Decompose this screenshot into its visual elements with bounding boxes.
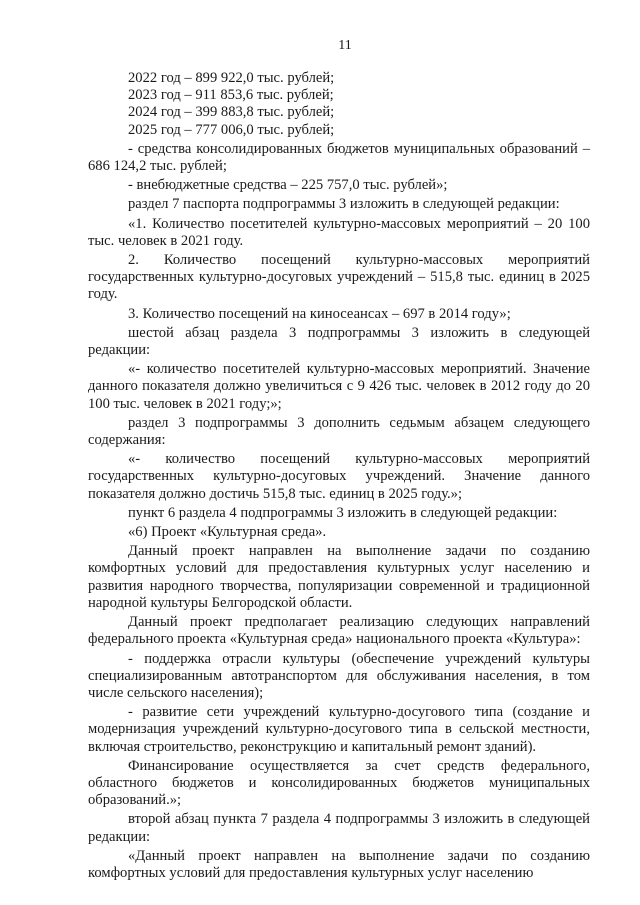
section3-paragraph6-instruction: шестой абзац раздела 3 подпрограммы 3 изложить в следующей редакции: xyxy=(88,324,590,359)
financing-paragraph: Финансирование осуществляется за счет средств федерального, областного бюджетов и консолидированных бюджетов муниципальных образований.»; xyxy=(88,757,590,809)
budget-line-2024: 2024 год – 399 883,8 тыс. рублей; xyxy=(128,104,335,121)
project-directions-paragraph: Данный проект предполагает реализацию следующих направлений федерального проекта «Культурная среда» национального проекта «Культура»: xyxy=(88,614,590,648)
page-number: 11 xyxy=(338,38,352,53)
visits-indicator-text: «- количество посещений культурно-массовых мероприятий государственных культурно-досуговых учреждений. Значение данного показателя должно достичь 515,8 тыс. единиц в 2025 году.»; xyxy=(88,451,590,502)
budget-line-2025: 2025 год – 777 006,0 тыс. рублей; xyxy=(128,121,335,138)
document-body xyxy=(88,70,590,882)
budget-line-2023: 2023 год – 911 853,6 тыс. рублей; xyxy=(128,87,334,104)
extrabudgetary-paragraph: - внебюджетные средства – 225 757,0 тыс. рублей»; xyxy=(128,177,448,194)
item7-instruction: второй абзац пункта 7 раздела 4 подпрограммы 3 изложить в следующей редакции: xyxy=(88,811,590,845)
direction-support: - поддержка отрасли культуры (обеспечение учреждений культуры специализированным автотранспортом для обслуживания населения, в том числе сельского населения); xyxy=(88,650,590,701)
section3-addition-instruction: раздел 3 подпрограммы 3 дополнить седьмым абзацем следующего содержания: xyxy=(88,414,590,449)
indicator-2: 2. Количество посещений культурно-массовых мероприятий государственных культурно-досуговых учреждений – 515,8 тыс. единиц в 2025 году. xyxy=(88,252,590,303)
budget-line-2022: 2022 год – 899 922,0 тыс. рублей; xyxy=(128,70,335,86)
direction-development: - развитие сети учреждений культурно-досугового типа (создание и модернизация учреждений культурно-досугового типа в сельской местности, включая строительство, реконструкцию и капитальный ремонт зданий). xyxy=(88,704,590,755)
item6-instruction: пункт 6 раздела 4 подпрограммы 3 изложить в следующей редакции: xyxy=(128,504,558,521)
project-goal-paragraph: Данный проект направлен на выполнение задачи по созданию комфортных условий для предоставления культурных услуг населению и развития народного творчества, популяризации современной и традиционной народной культуры Белгородской области. xyxy=(88,543,590,611)
indicator-3: 3. Количество посещений на киносеансах – 697 в 2014 году»; xyxy=(128,305,511,322)
indicator-1: «1. Количество посетителей культурно-массовых мероприятий – 20 100 тыс. человек в 2021 году. xyxy=(88,215,590,249)
municipal-budget-paragraph: - средства консолидированных бюджетов муниципальных образований – 686 124,2 тыс. рублей; xyxy=(88,140,590,175)
project-title: «6) Проект «Культурная среда». xyxy=(128,524,327,541)
visitors-indicator-text: «- количество посетителей культурно-массовых мероприятий. Значение данного показателя должно увеличиться с 9 426 тыс. человек в 2012 году до 20 100 тыс. человек в 2021 году;»; xyxy=(88,361,590,412)
section7-instruction: раздел 7 паспорта подпрограммы 3 изложить в следующей редакции: xyxy=(128,196,560,213)
project-goal-quote: «Данный проект направлен на выполнение задачи по созданию комфортных условий для предоставления культурных услуг населению xyxy=(88,847,590,881)
